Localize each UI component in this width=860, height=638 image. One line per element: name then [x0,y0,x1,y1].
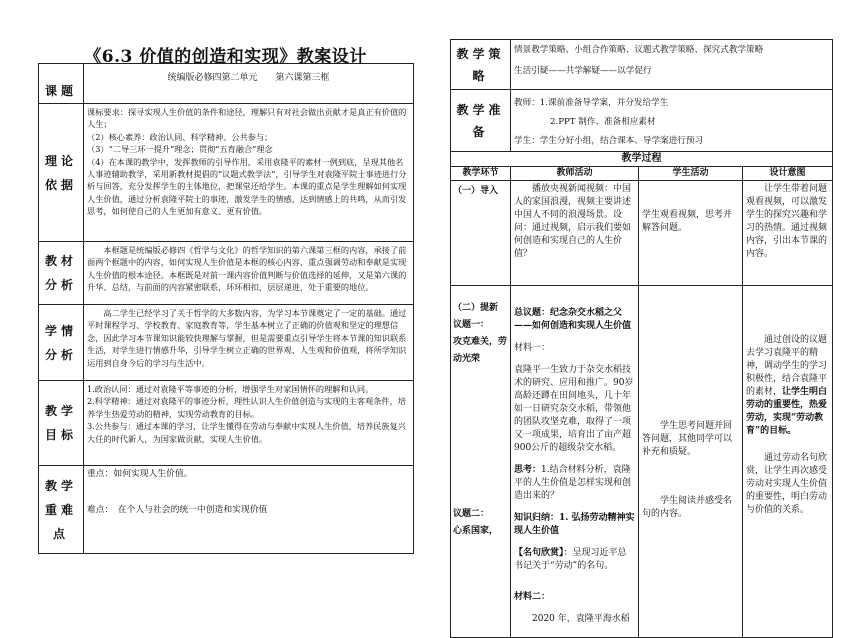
theory-line: 课标要求：探寻实现人生价值的条件和途径，理解只有对社会做出贡献才是真正有价值的人生； [87,107,407,130]
intro-row [451,181,833,286]
row-keypoints [39,466,414,554]
topic-text: 统编版必修四第二单元 第六课第三框 [84,64,414,104]
explore-teacher [511,286,639,638]
row-header-theory: 理论依据 [39,104,84,242]
row-header-topic: 课题 [39,64,84,104]
row-preparation [451,90,833,152]
students-cell: 高二学生已经学习了关于哲学的大多数内容，为学习本节课奠定了一定的基础。通过平时课程学习、学校教育、家庭教育等，学生基本树立了正确的价值观和坚定的理想信念，因此学习本节课知识能较快理解与掌握，但是需要重点引导学生将本节课的知识联系生活，对学生进行情感升华，引导学生树立正确的世界观、人生观和价值观，将所学知识运用到自身今后的学习与生活中。 [84,305,414,381]
intent-text-2: 通过劳动名句欣赏，让学生再次感受劳动对实现人生价值的重要性，明白劳动与价值的关系。 [746,453,828,515]
preparation-line: 教师：1.课前准备导学案，并分发给学生 [514,98,669,108]
objectives-cell [84,381,414,466]
column-header-stage: 教学环节 [451,167,511,181]
strategy-line: 情景教学策略、小组合作策略、议题式教学策略、探究式教学策略 [514,45,764,55]
row-strategy [451,40,833,90]
quote-label: 【名句欣赏】 [514,548,564,558]
row-header-objectives: 教学目标 [39,381,84,466]
intent-text-1: 通过创设的议题去学习袁隆平的精神，调动学生的学习积极性，结合袁隆平的素材， [746,335,828,397]
keypoints-cell [84,466,414,554]
theory-cell [84,104,414,242]
material2-text: 2020 年，袁隆平海水稻 [532,614,630,624]
intro-student: 学生观看视频，思考并解答问题。 [639,181,743,286]
explore-stage-label: （二）提新 [453,303,499,313]
explore-student [639,286,743,638]
strategy-line: 生活引疑——共学解疑——以学促行 [514,66,652,76]
row-students [39,305,414,381]
keypoint-line: 难点： 在个人与社会的统一中创造和实现价值 [87,505,268,516]
student-activity-1: 学生思考问题并回答问题，其他同学可以补充和质疑。 [642,421,733,457]
theory-line: （4）在本课的教学中，发挥教师的引导作用，采用袁隆平的素材一例到底，呈现其他名人事迹辅助教学，采用新教材提倡的“议题式教学法”，引导学生对袁隆平院士事迹进行分析与回答，充分发挥学生的主体地位，把课堂还给学生。本课的重点是学生理解如何实现人生价值，通过分析袁隆平院士的事迹，激发学生的情感，达到情感上的共鸣，从而引发思考，如何使自己的人生更加有意义、更有价值。 [87,156,407,217]
lesson-plan-table [38,63,414,554]
objective-line: 2.科学精神：通过对袁隆平的事迹分析，理性认识人生价值创造与实现的主客观条件，培养学生热爱劳动的精神，实现劳动教育的目标。 [87,396,406,419]
preparation-line: 2.PPT 制作、准备相应素材 [550,117,656,127]
intent-text-1-bold: 让学生明白劳动的重要性，热爱劳动，实现“劳动教育”的目标。 [746,387,828,436]
topic2-text: 心系国家， [453,526,499,536]
intro-teacher: 播放央视新闻视频：中国人的家国浪漫，视频主要讲述中国人不同的浪漫场景。设问：通过视频，启示我们要如何创造和实现自己的人生价值？ [511,181,639,286]
theory-line: （2）核心素养：政治认同、科学精神、公共参与； [87,131,273,142]
keypoint-line: 重点：如何实现人生价值。 [87,469,193,479]
topic1-label: 议题一： [453,320,490,330]
process-table [450,39,833,638]
objective-line: 1.政治认同：通过对袁隆平等事迹的分析，增强学生对家国情怀的理解和认同。 [87,384,374,394]
think-label: 思考： [514,465,542,475]
process-title: 教学过程 [451,152,833,167]
row-header-preparation: 教学准备 [451,90,511,152]
row-header-keypoints: 教学重难点 [39,466,84,554]
theory-line: （3）“二导三环一提升”理念；贯彻“五育融合”理念 [87,144,273,155]
intro-intent: 让学生带着问题观看视频，可以激发学生的探究兴趣和学习的热情。通过视频内容，引出本节课的内容。 [743,181,833,286]
column-header-row [451,167,833,181]
column-header-intent: 设计意图 [743,167,833,181]
objective-line: 3.公共参与：通过本课的学习，让学生懂得在劳动与奉献中实现人生价值，培养民族复兴大任的时代新人，为国家做贡献，实现人生价值。 [87,421,406,444]
textbook-cell: 本框题是统编版必修四《哲学与文化》的哲学知识的第六课第三框的内容，承接了前面两个框题中的内容，如何实现人生价值是本框的核心内容，重点强调劳动和奉献是实现人生价值的根本途径。本框既是对前一课内容价值判断与价值选择的延伸，又是第六课的升华、总结，与前面的内容紧密联系，环环相扣，层层递进，处于重要的地位。 [84,242,414,305]
document-title: 《6.3 价值的创造和实现》教案设计 [84,47,367,67]
row-header-strategy: 教学策略 [451,40,511,90]
topic1-text: 攻克难关，劳动光荣 [453,337,508,364]
explore-row [451,286,833,638]
strategy-cell [511,40,833,90]
row-objectives [39,381,414,466]
topic2-label: 议题二： [453,509,490,519]
column-header-student: 学生活动 [639,167,743,181]
material1-text: 袁隆平一生致力于杂交水稻技术的研究、应用和推广。90岁高龄还蹲在田间地头，几十年如一日研究杂交水稻，带领他的团队攻坚克难，取得了一项又一项成果，培育出了亩产超900公斤的超级杂交水稻。 [514,365,634,453]
row-header-students: 学情分析 [39,305,84,381]
overall-topic: 总议题：纪念杂交水稻之父——如何创造和实现人生价值 [514,308,632,331]
material1-label: 材料一： [514,343,551,353]
row-topic [39,64,414,104]
explore-intent [743,286,833,638]
row-textbook [39,242,414,305]
preparation-cell [511,90,833,152]
preparation-line: 学生：学生分好小组，结合课本、导学案进行预习 [514,136,704,146]
row-theory [39,104,414,242]
summary-text: 1. 弘扬劳动精神实现人生价值 [514,513,635,536]
explore-stage [451,286,511,638]
material2-label: 材料二： [514,592,551,602]
column-header-teacher: 教师活动 [511,167,639,181]
think-text: 1.结合材料分析，袁隆平的人生价值是怎样实现和创造出来的？ [514,465,632,501]
quote-text: ：呈现习近平总书记关于“劳动”的名句。 [514,548,627,571]
summary-label: 知识归纳： [514,513,560,523]
process-title-row [451,152,833,167]
row-header-textbook: 教材分析 [39,242,84,305]
intro-stage: （一）导入 [451,181,511,286]
student-activity-2: 学生阅读并感受名句的内容。 [642,496,733,519]
